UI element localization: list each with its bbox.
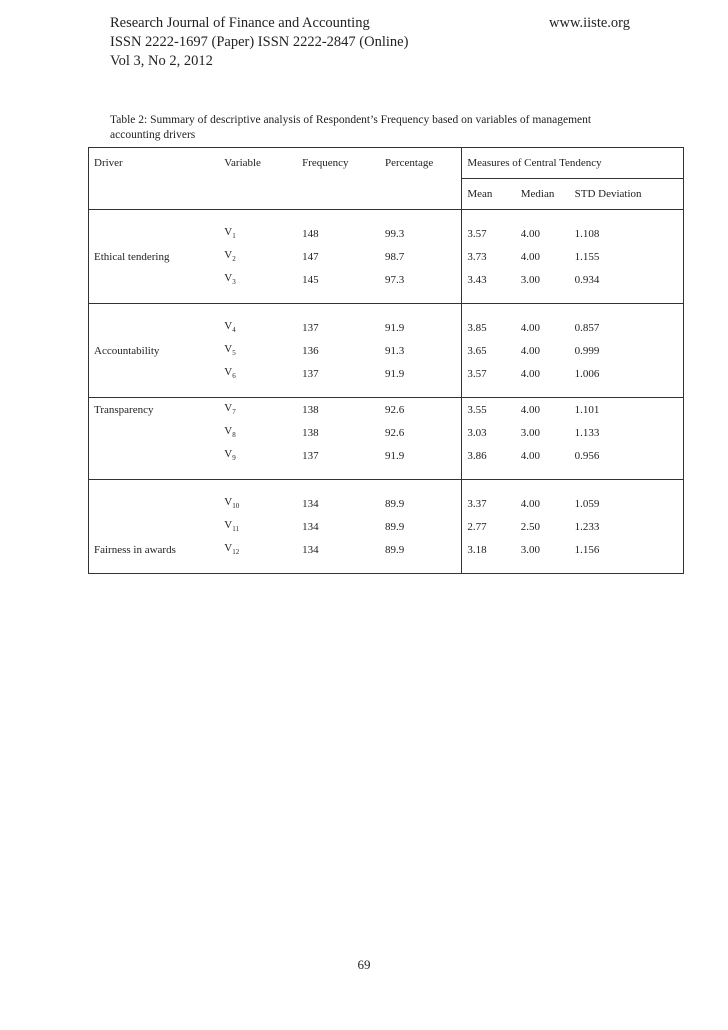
median-cell: 3.00 [520,426,540,439]
variable-cell: $V_{11}$ [224,519,239,534]
driver-cell: Accountability [89,339,220,362]
frequency-cell: 134 [302,497,319,510]
table-caption: Table 2: Summary of descriptive analysis of Respondent’s Frequency based on variables of management accounting drivers [110,114,592,141]
running-header [110,14,630,71]
issn-line: ISSN 2222-1697 (Paper) ISSN 2222-2847 (Online) [110,34,409,50]
page-number: 69 [357,957,371,972]
std-cell: 1.233 [570,515,684,538]
percentage-cell: 89.9 [384,497,405,510]
percentage-cell: 99.3 [384,227,405,240]
std-cell: 1.006 [570,362,684,385]
table-row [89,268,684,291]
median-cell: 4.00 [520,449,540,462]
header-mean: Mean [462,179,516,210]
table-row [89,316,684,339]
median-cell: 4.00 [520,367,540,380]
table-row [89,444,684,467]
median-cell: 2.50 [520,520,540,533]
mean-cell: 2.77 [462,515,516,538]
frequency-cell: 137 [302,449,319,462]
table-row [89,245,684,268]
mean-cell: 3.55 [462,398,516,422]
table-row [89,421,684,444]
percentage-cell: 92.6 [384,403,405,416]
header-percentage: Percentage [380,148,462,179]
frequency-cell: 147 [302,250,319,263]
header-driver: Driver [89,148,220,179]
variable-cell: $V_{10}$ [224,496,240,511]
driver-cell [89,268,220,291]
header-median: Median [516,179,570,210]
frequency-cell: 137 [302,321,319,334]
table-row [89,492,684,515]
std-cell: 0.934 [570,268,684,291]
frequency-cell: 134 [302,520,319,533]
driver-cell [89,421,220,444]
median-cell: 4.00 [520,321,540,334]
std-cell: 0.999 [570,339,684,362]
variable-cell: $V_4$ [224,320,236,335]
variable-cell: $V_9$ [224,448,236,463]
percentage-cell: 91.9 [384,367,405,380]
percentage-cell: 91.9 [384,321,405,334]
percentage-cell: 91.9 [384,449,405,462]
median-cell: 3.00 [520,273,540,286]
variable-cell: $V_8$ [224,425,236,440]
driver-cell [89,492,220,515]
mean-cell: 3.43 [462,268,516,291]
mean-cell: 3.65 [462,339,516,362]
frequency-cell: 137 [302,367,319,380]
percentage-cell: 89.9 [384,543,405,556]
frequency-cell: 148 [302,227,319,240]
median-cell: 4.00 [520,403,540,416]
variable-cell: $V_5$ [224,343,236,358]
header-row [89,148,684,179]
variable-cell: $V_7$ [224,402,236,417]
table-row [89,398,684,422]
frequency-cell: 145 [302,273,319,286]
frequency-cell: 136 [302,344,319,357]
table-row [89,339,684,362]
header-std: STD Deviation [570,179,684,210]
percentage-cell: 92.6 [384,426,405,439]
driver-cell [89,316,220,339]
frequency-cell: 134 [302,543,319,556]
median-cell: 4.00 [520,344,540,357]
std-cell: 0.956 [570,444,684,467]
mean-cell: 3.57 [462,362,516,385]
variable-cell: $V_{12}$ [224,542,240,557]
volume-line: Vol 3, No 2, 2012 [110,53,213,69]
frequency-cell: 138 [302,426,319,439]
variable-cell: $V_3$ [224,272,236,287]
table-row [89,538,684,561]
driver-cell [89,222,220,245]
mean-cell: 3.37 [462,492,516,515]
percentage-cell: 89.9 [384,520,405,533]
descriptive-table [88,147,684,574]
std-cell: 1.101 [570,398,684,422]
driver-cell [89,362,220,385]
median-cell: 4.00 [520,227,540,240]
mean-cell: 3.73 [462,245,516,268]
mean-cell: 3.85 [462,316,516,339]
std-cell: 0.857 [570,316,684,339]
std-cell: 1.059 [570,492,684,515]
header-central-tendency: Measures of Central Tendency [462,148,684,179]
table-row [89,222,684,245]
frequency-cell: 138 [302,403,319,416]
driver-cell [89,444,220,467]
mean-cell: 3.03 [462,421,516,444]
driver-cell: Transparency [89,398,220,422]
subheader-row [89,179,684,210]
header-variable: Variable [219,148,297,179]
variable-cell: $V_1$ [224,226,236,241]
median-cell: 4.00 [520,497,540,510]
driver-cell [89,515,220,538]
header-frequency: Frequency [297,148,380,179]
driver-cell: Fairness in awards [89,538,220,561]
variable-cell: $V_2$ [224,249,236,264]
percentage-cell: 97.3 [384,273,405,286]
std-cell: 1.133 [570,421,684,444]
mean-cell: 3.57 [462,222,516,245]
std-cell: 1.156 [570,538,684,561]
std-cell: 1.155 [570,245,684,268]
std-cell: 1.108 [570,222,684,245]
driver-cell: Ethical tendering [89,245,220,268]
median-cell: 4.00 [520,250,540,263]
variable-cell: $V_6$ [224,366,236,381]
mean-cell: 3.86 [462,444,516,467]
table-row [89,515,684,538]
median-cell: 3.00 [520,543,540,556]
journal-website: www.iiste.org [549,15,630,31]
mean-cell: 3.18 [462,538,516,561]
journal-title: Research Journal of Finance and Accounting [110,15,370,31]
table-row [89,362,684,385]
percentage-cell: 98.7 [384,250,405,263]
percentage-cell: 91.3 [384,344,405,357]
